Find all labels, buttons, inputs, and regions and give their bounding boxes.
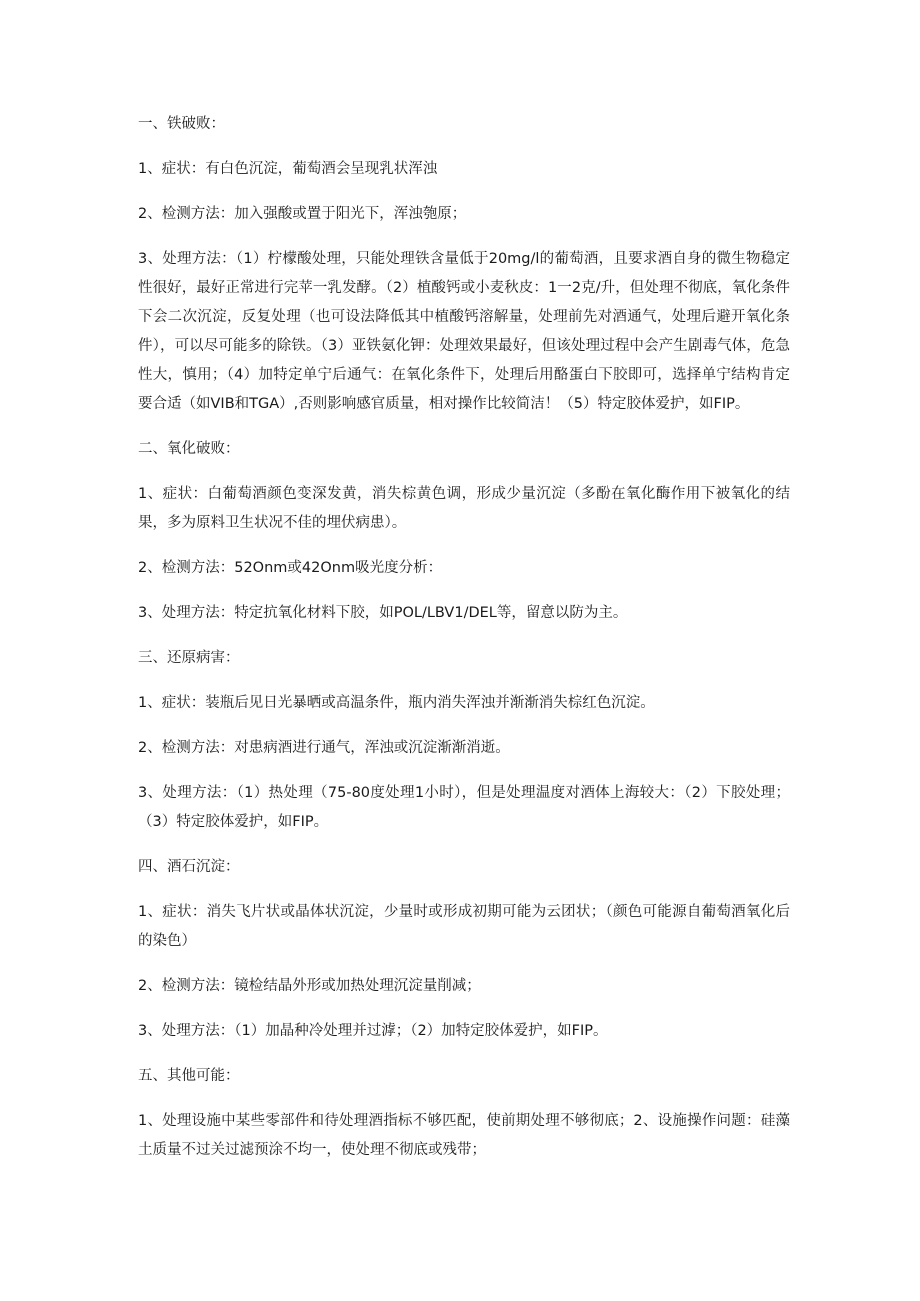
paragraph-reduction-symptom: 1、症状：装瓶后见日光暴晒或高温条件，瓶内消失浑浊并渐渐消失棕红色沉淀。	[138, 695, 655, 711]
section-heading-other: 五、其他可能：	[138, 1068, 240, 1084]
paragraph-oxidative-detection: 2、检测方法：52Onm或42Onm吸光度分析：	[138, 560, 443, 576]
section-heading-tartrate: 四、酒石沉淀：	[138, 859, 240, 875]
section-heading-oxidative-casse: 二、氧化破败：	[138, 441, 240, 457]
section-heading-iron-casse: 一、铁破败：	[138, 116, 225, 132]
document-body	[138, 110, 790, 1181]
section-heading-reduction: 三、还原病害：	[138, 650, 240, 666]
paragraph-reduction-treatment: 3、处理方法：（1）热处理（75-80度处理1小时），但是处理温度对酒体上海较大：（2）下胶处理；（3）特定胶体爱护，如FIP。	[138, 785, 790, 830]
paragraph-tartrate-treatment: 3、处理方法：（1）加晶种冷处理并过滹；（2）加特定胶体爱护，如FIP。	[138, 1023, 608, 1039]
paragraph-tartrate-symptom: 1、症状：消失飞片状或晶体状沉淀，少量时或形成初期可能为云团状；（颜色可能源自葡萄酒氧化后的染色）	[138, 904, 790, 949]
paragraph-oxidative-treatment: 3、处理方法：特定抗氧化材料下胶，如POL/LBV1/DEL等，留意以防为主。	[138, 605, 628, 621]
paragraph-reduction-detection: 2、检测方法：对患病酒进行通气，浑浊或沉淀渐渐消逝。	[138, 740, 510, 756]
paragraph-oxidative-symptom: 1、症状：白葡萄酒颜色变深发黄，消失棕黄色调，形成少量沉淀（多酚在氧化酶作用下被氧化的结果，多为原料卫生状况不佳的埋伏病患）。	[138, 486, 790, 531]
paragraph-tartrate-detection: 2、检测方法：镜检结晶外形或加热处理沉淀量削减；	[138, 978, 481, 994]
paragraph-iron-symptom: 1、症状：有白色沉淀，葡萄酒会呈现乳状浑浊	[138, 161, 438, 177]
paragraph-iron-detection: 2、检测方法：加入强酸或置于阳光下，浑浊匏原；	[138, 206, 467, 222]
paragraph-iron-treatment: 3、处理方法：（1）柠檬酸处理，只能处理铁含量低于20mg/l的葡萄酒，且要求酒自身的微生物稳定性很好，最好正常进行完苹一乳发酵。（2）植酸钙或小麦秋皮：1一2克/升，但处理不彻底，氧化条件下会二次沉淀，反复处理（也可设法降低其中植酸钙溶解量，处理前先对酒通气，处理后避开氧化条件），可以尽可能多的除铁。（3）亚铁氨化钾：处理效果最好，但该处理过程中会产生剧毒气体，危急性大，慎用；（4）加特定单宁后通气：在氧化条件下，处理后用酪蛋白下胶即可，选择单宁结构肯定要合适（如VIB和TGA）,否则影响感官质量，相对操作比较简洁！（5）特定胶体爱护，如FIP。	[138, 251, 790, 412]
paragraph-other-causes: 1、处理设施中某些零部件和待处理酒指标不够匹配，使前期处理不够彻底；2、设施操作问题：硅藻土质量不过关过滤预涂不均一，使处理不彻底或残带；	[138, 1113, 790, 1158]
